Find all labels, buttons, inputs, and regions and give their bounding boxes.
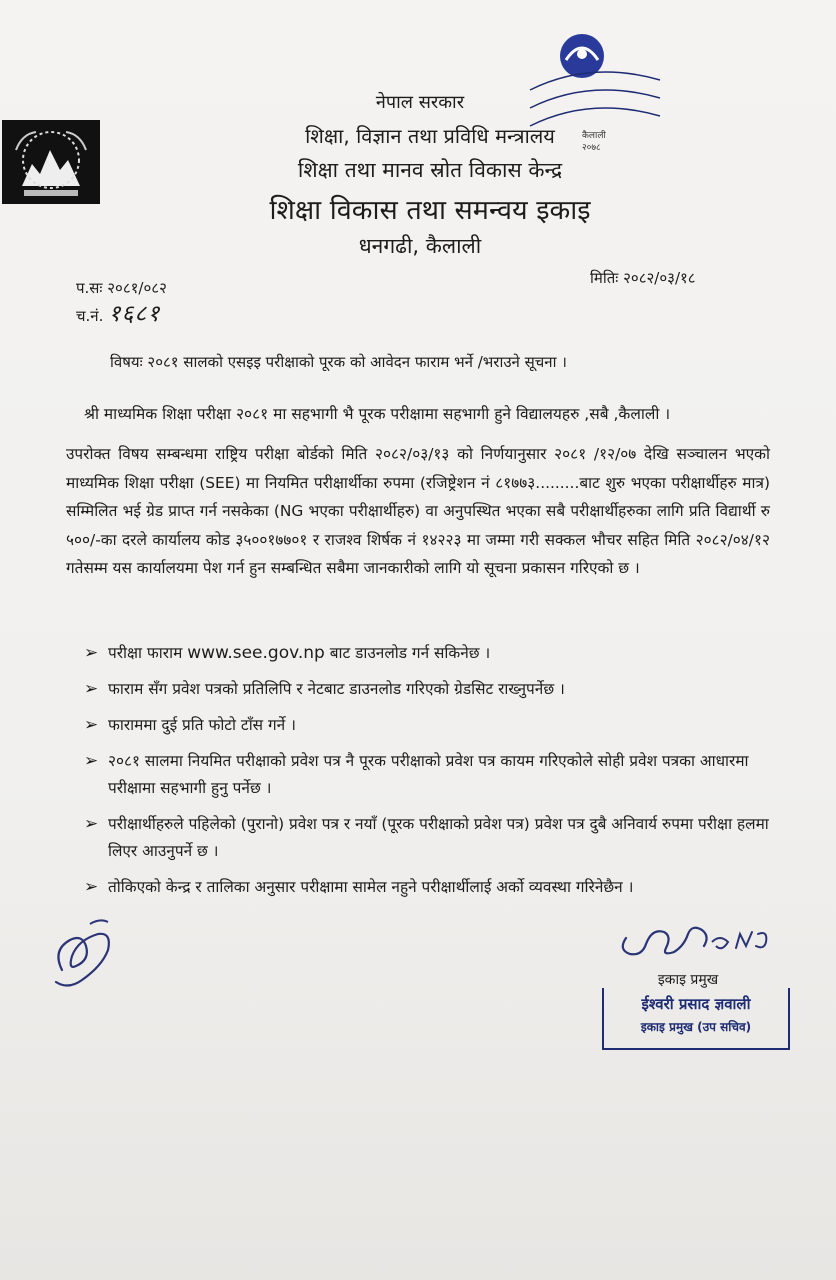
- letter-date: मितिः २०८२/०३/१८: [590, 269, 696, 287]
- left-signature: [42, 910, 132, 1005]
- list-item: ➢ तोकिएको केन्द्र र तालिका अनुसार परीक्षामा सामेल नहुने परीक्षार्थीलाई अर्को व्यवस्था गरिनेछैन ।: [84, 874, 784, 901]
- arrow-bullet-icon: ➢: [84, 679, 99, 699]
- head-signature: [612, 912, 782, 967]
- list-item: ➢ परीक्षार्थीहरुले पहिलेको (पुरानो) प्रवेश पत्र र नयाँ (पूरक परीक्षाको प्रवेश पत्र) प्रवेश पत्र दुबै अनिवार्य रुपमा परीक्षा हलमा लिएर आउनुपर्ने छ ।: [84, 811, 784, 865]
- list-item: ➢ परीक्षा फाराम www.see.gov.np बाट डाउनलोड गर्न सकिनेछ ।: [84, 640, 784, 667]
- chalani-number-row: [76, 296, 160, 328]
- header-unit: शिक्षा विकास तथा समन्वय इकाइ: [269, 195, 591, 226]
- arrow-bullet-icon: ➢: [84, 715, 99, 735]
- list-item: ➢ फाराम सँग प्रवेश पत्रको प्रतिलिपि र नेटबाट डाउनलोड गरिएको ग्रेडसिट राख्नुपर्नेछ ।: [84, 676, 784, 703]
- chalani-number: १६८१: [108, 301, 161, 327]
- seal-place: कैलाली: [582, 131, 606, 141]
- unit-head-title: इकाइ प्रमुख: [657, 972, 719, 988]
- nepal-government-emblem: [2, 120, 100, 204]
- subject-line: विषयः २०८१ सालको एसइइ परीक्षाको पूरक को आवेदन फाराम भर्ने /भराउने सूचना ।: [110, 353, 567, 371]
- header-centre: शिक्षा तथा मानव स्रोत विकास केन्द्र: [297, 158, 563, 182]
- stamp-name: ईश्वरी प्रसाद ज्ञवाली: [641, 995, 751, 1013]
- see-website-link[interactable]: www.see.gov.np: [187, 643, 325, 663]
- header-location: धनगढी, कैलाली: [358, 234, 482, 258]
- arrow-bullet-icon: ➢: [84, 814, 99, 834]
- stamp-designation: इकाइ प्रमुख (उप सचिव): [640, 1020, 752, 1034]
- arrow-bullet-icon: ➢: [84, 643, 99, 663]
- patra-sankhya: प.सः २०८१/०८२: [76, 279, 167, 297]
- list-item: ➢ २०८१ सालमा नियमित परीक्षाको प्रवेश पत्र नै पूरक परीक्षाको प्रवेश पत्र कायम गरिएकोले सोही प्रवेश पत्रका आधारमा परीक्षामा सहभागी हुनु पर्नेछ ।: [84, 748, 784, 802]
- name-stamp: [602, 988, 790, 1050]
- arrow-bullet-icon: ➢: [84, 751, 99, 771]
- list-item: ➢ फाराममा दुई प्रति फोटो टाँस गर्ने ।: [84, 712, 784, 739]
- header-government: नेपाल सरकार: [375, 92, 465, 113]
- body-paragraph: उपरोक्त विषय सम्बन्धमा राष्ट्रिय परीक्षा बोर्डको मिति २०८२/०३/१३ को निर्णयानुसार २०८१ /१२/०७ देखि सञ्चालन भएको माध्यमिक शिक्षा परीक्षा (SEE) मा नियमित परीक्षार्थीका रुपमा (रजिष्ट्रेशन नं ८१७७३.........बाट शुरु भएका परीक्षार्थीहरु मात्र) सम्मिलित भई ग्रेड प्राप्त गर्न नसकेका (NG भएका परीक्षार्थीहरु) वा अनुपस्थित भएका सबै परीक्षार्थीहरुका लागि प्रति विद्यार्थी रु ५००/-का दरले कार्यालय कोड ३५००१७७०१ र राजश्व शिर्षक नं १४२२३ मा जम्मा गरी सक्कल भौचर सहित मिति २०८२/०४/१२ गतेसम्म यस कार्यालयमा पेश गर्न हुन सम्बन्धित सबैमा जानकारीको लागि यो सूचना प्रकासन गरिएको छ ।: [66, 445, 770, 577]
- arrow-bullet-icon: ➢: [84, 877, 99, 897]
- instruction-list: [84, 640, 784, 910]
- recipient-line: श्री माध्यमिक शिक्षा परीक्षा २०८१ मा सहभागी भै पूरक परीक्षामा सहभागी हुने विद्यालयहरु ,सबै ,कैलाली ।: [84, 405, 671, 423]
- header-ministry: शिक्षा, विज्ञान तथा प्रविधि मन्त्रालय: [305, 124, 555, 148]
- seal-year: २०७८: [582, 143, 601, 153]
- chalani-label: च.नं.: [76, 307, 104, 325]
